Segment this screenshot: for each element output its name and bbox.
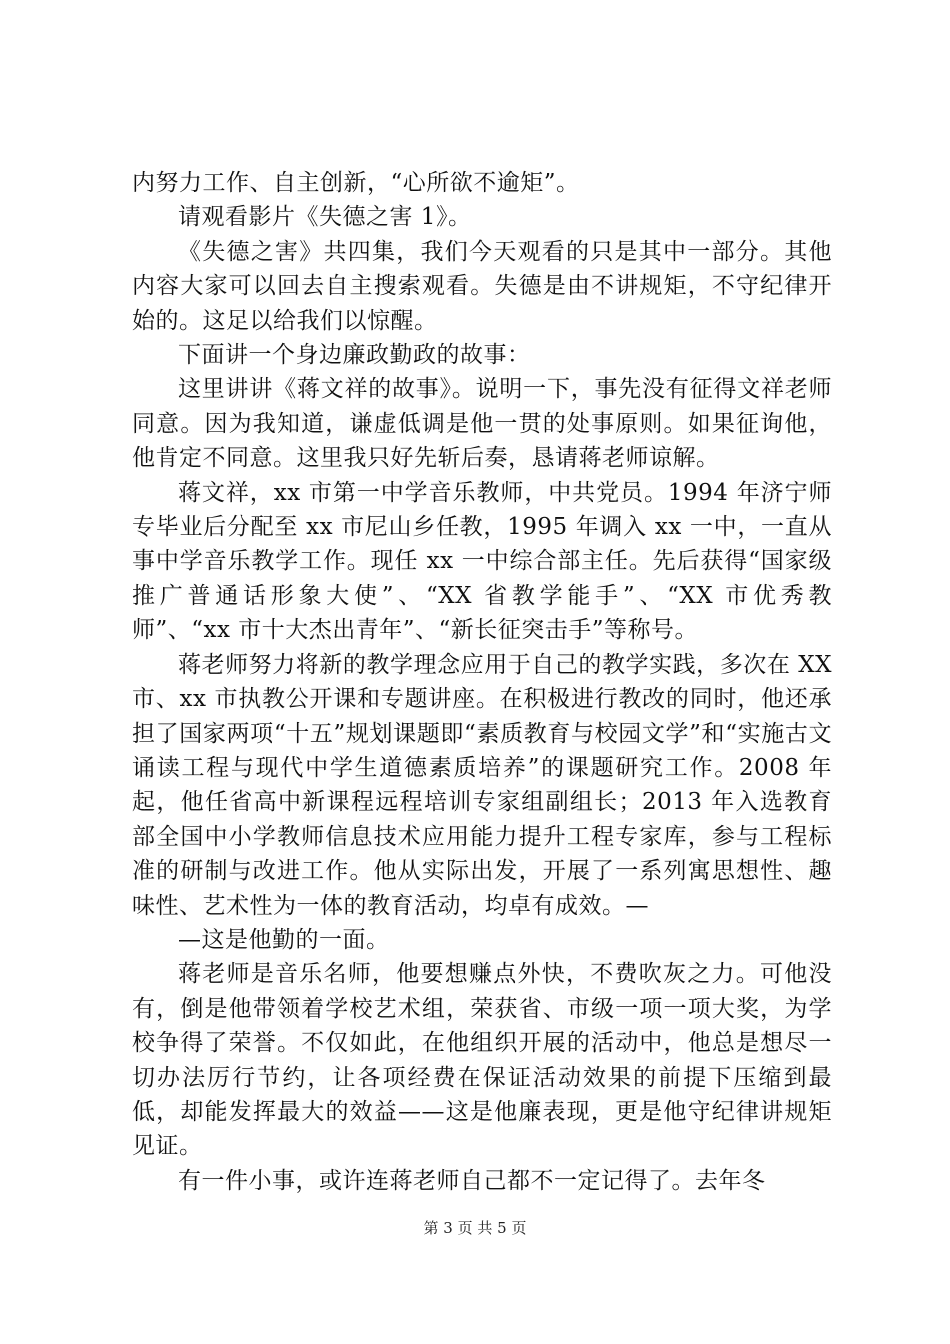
paragraph: —这是他勤的一面。 [178, 926, 390, 953]
paragraph: 蒋文祥，xx 市第一中学音乐教师，中共党员。1994 年济宁师专毕业后分配至 xx 市尼山乡任教，1995 年调入 xx 一中，一直从事中学音乐教学工作。现任 xx 一中综合部主任。先后获得“国家级推广普通话形象大使”、“XX 省教学能手”、“XX 市优秀教师”、“xx 市十大杰出青年”、“新长征突击手”等称号。 [132, 479, 832, 644]
paragraph: 下面讲一个身边廉政勤政的故事： [178, 342, 531, 369]
paragraph: 内努力工作、自主创新，“心所欲不逾矩”。 [132, 170, 580, 196]
paragraph: 有一件小事，或许连蒋老师自己都不一定记得了。去年冬 [178, 1167, 766, 1194]
paragraph: 《失德之害》共四集，我们今天观看的只是其中一部分。其他内容大家可以回去自主搜索观看。失德是由不讲规矩，不守纪律开始的。这足以给我们以惊醒。 [132, 238, 832, 334]
page-number-footer: 第 3 页 共 5 页 [423, 1219, 527, 1237]
paragraph: 这里讲讲《蒋文祥的故事》。说明一下，事先没有征得文祥老师同意。因为我知道，谦虚低调是他一贯的处事原则。如果征询他，他肯定不同意。这里我只好先斩后奏，恳请蒋老师谅解。 [132, 376, 832, 472]
paragraph: 蒋老师努力将新的教学理念应用于自己的教学实践，多次在 XX 市、xx 市执教公开课和专题讲座。在积极进行教改的同时，他还承担了国家两项“十五”规划课题即“素质教育与校园文学”和“实施古文诵读工程与现代中学生道德素质培养”的课题研究工作。2008 年起，他任省高中新课程远程培训专家组副组长；2013 年入选教育部全国中小学教师信息技术应用能力提升工程专家库，参与工程标准的研制与改进工作。他从实际出发，开展了一系列寓思想性、趣味性、艺术性为一体的教育活动，均卓有成效。— [132, 651, 832, 919]
paragraph: 蒋老师是音乐名师，他要想赚点外快，不费吹灰之力。可他没有，倒是他带领着学校艺术组，荣获省、市级一项一项大奖，为学校争得了荣誉。不仅如此，在他组织开展的活动中，他总是想尽一切办法厉行节约，让各项经费在保证活动效果的前提下压缩到最低，却能发挥最大的效益——这是他廉表现，更是他守纪律讲规矩见证。 [132, 961, 832, 1160]
document-body [132, 166, 832, 1198]
paragraph: 请观看影片《失德之害 1》。 [178, 204, 472, 231]
